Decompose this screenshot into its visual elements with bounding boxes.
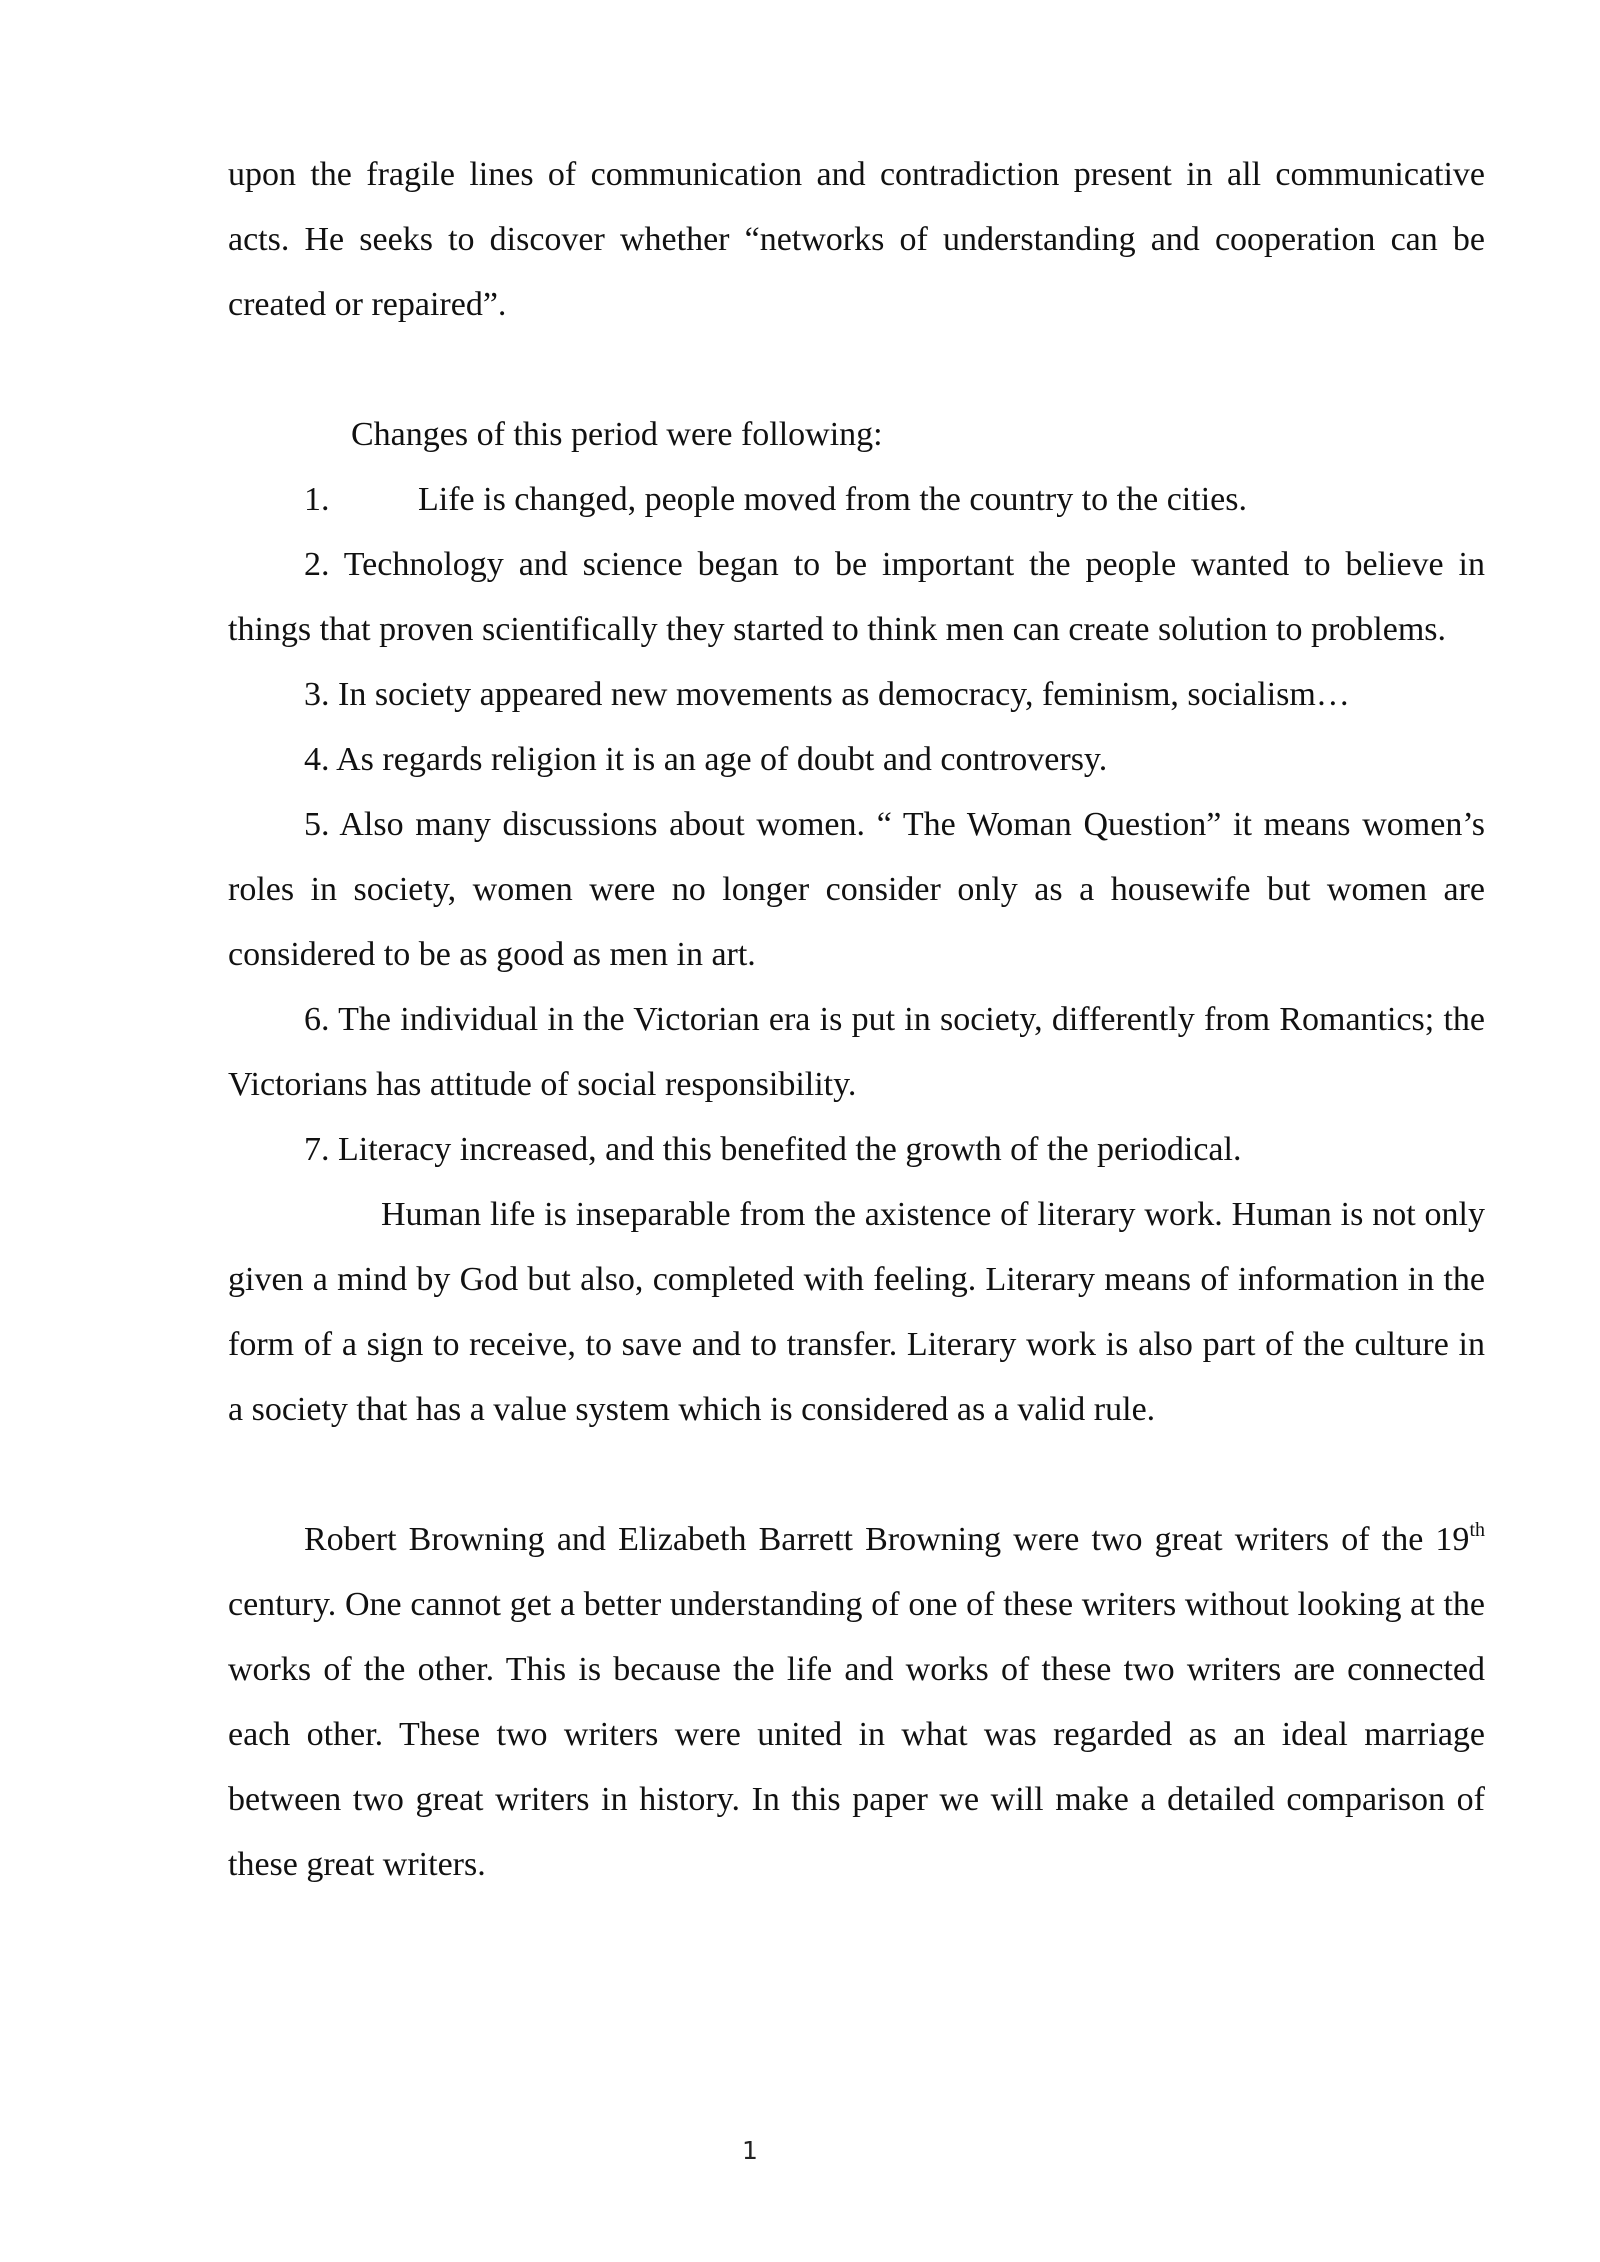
page-number: 1 — [742, 2136, 758, 2165]
paragraph-browning — [228, 1507, 1485, 1897]
list-item-2: 2. Technology and science began to be important the people wanted to believe in things that proven scientifically they started to think men can create solution to problems. — [228, 546, 1485, 648]
paragraph-gap — [228, 337, 1485, 402]
paragraph-gap — [228, 1442, 1485, 1507]
ordinal-superscript: th — [1469, 1519, 1485, 1541]
browning-text-start: Robert Browning and Elizabeth Barrett Browning were two great writers of the 19 — [304, 1521, 1470, 1558]
paragraph-communication: upon the fragile lines of communication and contradiction present in all communicative acts. He seeks to discover whether “networks of understanding and cooperation can be created or repaired”. — [228, 156, 1485, 323]
list-item-6: 6. The individual in the Victorian era is put in society, differently from Romantics; the Victorians has attitude of social responsibility. — [228, 1001, 1485, 1103]
paragraph-human-life: Human life is inseparable from the axistence of literary work. Human is not only given a mind by God but also, completed with feeling. Literary means of information in the form of a sign to receive, to save and to transfer. Literary work is also part of the culture in a society that has a value system which is considered as a valid rule. — [228, 1196, 1485, 1428]
list-item-7: 7. Literacy increased, and this benefited the growth of the periodical. — [304, 1131, 1242, 1168]
changes-intro: Changes of this period were following: — [351, 416, 883, 453]
list-item-4: 4. As regards religion it is an age of doubt and controversy. — [304, 741, 1108, 778]
browning-text-end: century. One cannot get a better understanding of one of these writers without looking at the works of the other. This is because the life and works of these two writers are connected each other. These two writers were united in what was regarded as an ideal marriage between two great writers in history. In this paper we will make a detailed comparison of these great writers. — [228, 1586, 1485, 1883]
list-item-5: 5. Also many discussions about women. “ The Woman Question” it means women’s roles in society, women were no longer consider only as a housewife but women are considered to be as good as men in art. — [228, 806, 1485, 973]
list-item-1-number: 1. — [304, 481, 330, 518]
list-item-3: 3. In society appeared new movements as democracy, feminism, socialism… — [304, 676, 1350, 713]
page-body — [228, 142, 1485, 1897]
list-item-1-text: Life is changed, people moved from the country to the cities. — [418, 481, 1247, 518]
list-item-1 — [228, 467, 1485, 532]
